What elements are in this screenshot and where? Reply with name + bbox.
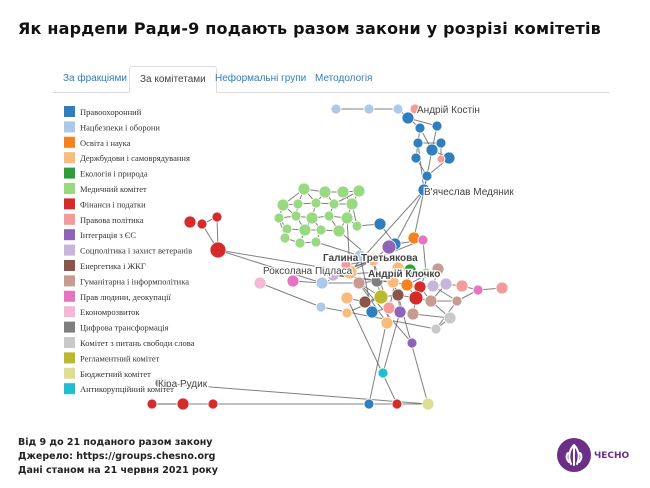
deputy-node[interactable] — [346, 198, 358, 210]
deputy-node[interactable] — [331, 104, 341, 114]
deputy-node[interactable] — [394, 306, 406, 318]
legend-swatch — [64, 137, 75, 148]
legend-label: Комітет з питань свободи слова — [80, 338, 195, 348]
legend-label: Бюджетний комітет — [80, 368, 151, 379]
tab-factions[interactable]: За фракціями — [63, 73, 127, 84]
deputy-node[interactable] — [298, 183, 310, 195]
deputy-node[interactable] — [496, 282, 508, 294]
deputy-node[interactable] — [277, 199, 289, 211]
legend-label: Нацбезпеки і оборони — [80, 122, 160, 133]
deputy-node[interactable] — [415, 123, 425, 133]
deputy-node[interactable] — [210, 242, 226, 258]
legend-swatch — [64, 198, 75, 209]
legend-swatch — [64, 322, 75, 333]
deputy-node[interactable] — [393, 104, 403, 114]
deputy-node[interactable] — [299, 224, 311, 236]
deputy-node[interactable] — [381, 317, 393, 329]
deputy-node[interactable] — [341, 292, 353, 304]
legend-swatch — [64, 306, 75, 317]
node-label-pidlasa: Роксолана Підласа — [263, 266, 353, 277]
deputy-node[interactable] — [306, 212, 318, 224]
committee-legend — [64, 106, 195, 394]
legend-label: Гуманітарна і інформполітика — [80, 276, 190, 287]
deputy-node[interactable] — [473, 285, 483, 295]
footer-source: Джерело: https://groups.chesno.org — [18, 451, 216, 462]
legend-label: Цифрова трансформація — [80, 322, 169, 333]
legend-label: Інтеграція з ЄС — [80, 230, 137, 241]
legend-swatch — [64, 383, 75, 394]
deputy-node[interactable] — [374, 218, 386, 230]
deputy-node[interactable] — [293, 199, 303, 209]
deputy-node[interactable] — [407, 308, 419, 320]
deputy-node[interactable] — [353, 185, 365, 197]
deputy-node[interactable] — [401, 279, 413, 291]
deputy-node[interactable] — [311, 237, 321, 247]
legend-label: Правова політика — [80, 214, 144, 225]
footer-date: Дані станом на 21 червня 2021 року — [18, 465, 218, 476]
deputy-node[interactable] — [366, 306, 378, 318]
legend-swatch — [64, 337, 75, 348]
footer-notes — [18, 436, 218, 478]
deputy-node[interactable] — [402, 112, 414, 124]
legend-swatch — [64, 214, 75, 225]
deputy-node[interactable] — [274, 213, 284, 223]
legend-swatch — [64, 121, 75, 132]
legend-label: Соцполітика і захист ветеранів — [80, 245, 193, 256]
deputy-node[interactable] — [411, 153, 421, 163]
legend-label: Екологія і природа — [80, 168, 148, 179]
deputy-node[interactable] — [319, 186, 331, 198]
deputy-node[interactable] — [422, 398, 434, 410]
deputy-node[interactable] — [341, 212, 353, 224]
deputy-node[interactable] — [413, 138, 423, 148]
node-label-medianyk: В'ячеслав Медяник — [424, 187, 514, 198]
deputy-node[interactable] — [436, 138, 446, 148]
deputy-node[interactable] — [359, 296, 371, 308]
deputy-node[interactable] — [382, 240, 396, 254]
legend-label: Економрозвиток — [80, 307, 140, 318]
deputy-node[interactable] — [374, 290, 388, 304]
deputy-node[interactable] — [407, 338, 417, 348]
legend-label: Регламентний комітет — [80, 353, 160, 364]
deputy-node[interactable] — [392, 289, 404, 301]
legend-swatch — [64, 275, 75, 286]
deputy-node[interactable] — [147, 399, 157, 409]
legend-swatch — [64, 183, 75, 194]
deputy-node[interactable] — [342, 308, 352, 318]
legend-label: Медичний комітет — [80, 184, 147, 194]
node-label-klochko: Андрій Клочко — [368, 269, 441, 280]
deputy-node[interactable] — [212, 212, 222, 222]
deputy-node[interactable] — [208, 399, 218, 409]
deputy-node[interactable] — [440, 278, 452, 290]
legend-swatch — [64, 260, 75, 271]
node-label-kostin: Андрій Костін — [417, 105, 480, 116]
legend-swatch — [64, 168, 75, 179]
legend-label: Освіта і наука — [80, 137, 131, 148]
legend-label: Правоохоронний — [80, 107, 142, 117]
deputy-node[interactable] — [392, 399, 402, 409]
deputy-node[interactable] — [282, 224, 292, 234]
page-title: Як нардепи Ради-9 подають разом закони у розрізі комітетів — [18, 19, 601, 38]
deputy-node[interactable] — [311, 198, 321, 208]
legend-label: Енергетика і ЖКГ — [80, 261, 146, 271]
tab-methodology[interactable]: Методологія — [315, 73, 373, 84]
node-label-rudyk: Кіра Рудик — [158, 379, 208, 390]
deputy-node[interactable] — [337, 186, 349, 198]
deputy-node[interactable] — [452, 296, 462, 306]
legend-swatch — [64, 291, 75, 302]
chesno-logo-icon — [557, 438, 591, 472]
deputy-node[interactable] — [333, 225, 345, 237]
deputy-node[interactable] — [316, 277, 328, 289]
deputy-node[interactable] — [409, 291, 423, 305]
deputy-node[interactable] — [456, 280, 468, 292]
deputy-node[interactable] — [197, 219, 207, 229]
legend-label: Антикорупційний комітет — [80, 384, 174, 395]
deputy-node[interactable] — [295, 238, 305, 248]
deputy-node[interactable] — [280, 233, 290, 243]
deputy-node[interactable] — [383, 302, 395, 314]
deputy-node[interactable] — [432, 121, 442, 131]
deputy-node[interactable] — [324, 211, 334, 221]
legend-swatch — [64, 229, 75, 240]
legend-label: Держбудови і самоврядування — [80, 153, 190, 164]
legend-swatch — [64, 352, 75, 363]
deputy-node[interactable] — [184, 216, 196, 228]
deputy-node[interactable] — [422, 171, 432, 181]
deputy-node[interactable] — [364, 399, 374, 409]
deputy-node[interactable] — [431, 324, 441, 334]
deputy-node[interactable] — [426, 144, 438, 156]
deputy-node[interactable] — [378, 368, 388, 378]
deputy-node[interactable] — [177, 398, 189, 410]
deputy-node[interactable] — [291, 211, 301, 221]
deputy-node[interactable] — [254, 277, 266, 289]
deputy-node[interactable] — [352, 221, 362, 231]
legend-label: Прав людини, деокупації — [80, 291, 171, 302]
deputy-node[interactable] — [427, 280, 439, 292]
legend-swatch — [64, 152, 75, 163]
legend-swatch — [64, 245, 75, 256]
deputy-node[interactable] — [353, 277, 365, 289]
footer-range: Від 9 до 21 поданого разом закону — [18, 437, 213, 448]
tab-informal-groups[interactable]: Неформальні групи — [215, 73, 307, 84]
deputy-node[interactable] — [418, 235, 428, 245]
deputy-node[interactable] — [444, 312, 456, 324]
deputy-node[interactable] — [364, 104, 374, 114]
tab-committees[interactable]: За комітетами — [129, 66, 217, 93]
legend-swatch — [64, 106, 75, 117]
deputy-node[interactable] — [329, 199, 339, 209]
deputy-node[interactable] — [437, 155, 445, 163]
node-label-tretiakova: Галина Третьякова — [323, 253, 418, 264]
legend-label: Фінанси і податки — [80, 199, 146, 210]
deputy-node[interactable] — [316, 302, 326, 312]
deputy-node[interactable] — [316, 225, 326, 235]
legend-swatch — [64, 368, 75, 379]
deputy-node[interactable] — [425, 295, 437, 307]
logo-text: ЧЕСНО — [594, 451, 630, 461]
